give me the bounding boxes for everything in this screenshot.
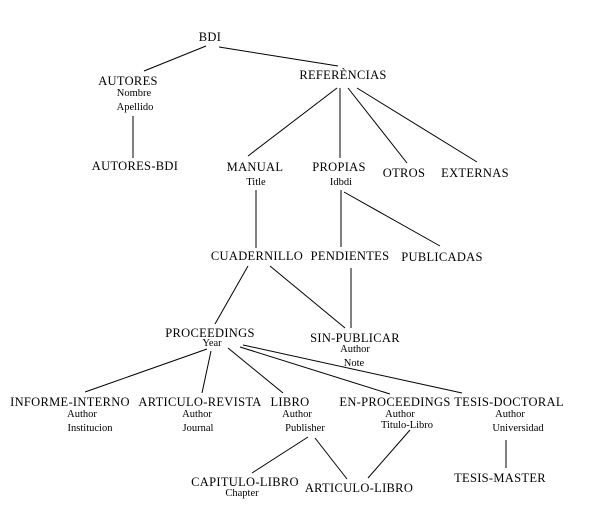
attr-autores-apellido: Apellido	[116, 102, 154, 113]
node-cuadernillo: CUADERNILLO	[210, 249, 304, 263]
attr-informeinterno-author: Author	[67, 409, 97, 420]
edge-propias-publicadas	[344, 192, 440, 246]
attr-enproceedings-author: Author	[385, 409, 415, 420]
attr-manual-title: Title	[246, 177, 266, 188]
node-articulo-revista: ARTICULO-REVISTA	[138, 395, 262, 409]
edge-proceedings-articulorevista	[202, 351, 211, 393]
node-propias: PROPIAS	[312, 160, 366, 174]
node-sin-publicar: SIN-PUBLICAR	[310, 331, 400, 345]
node-externas: EXTERNAS	[441, 166, 509, 180]
node-pendientes: PENDIENTES	[310, 249, 390, 263]
node-articulo-libro: ARTICULO-LIBRO	[304, 481, 414, 495]
attr-capitulolibro-chapter: Chapter	[225, 488, 259, 499]
edge-referencias-externas	[357, 88, 477, 162]
node-tesis-doctoral: TESIS-DOCTORAL	[454, 395, 564, 409]
edge-enproceedings-articulolibro	[368, 430, 410, 478]
edge-libro-articulolibro	[315, 438, 347, 479]
node-otros: OTROS	[382, 166, 426, 180]
edge-referencias-otros	[348, 88, 407, 163]
attr-sinpublicar-author: Author	[340, 344, 370, 355]
node-en-proceedings: EN-PROCEEDINGS	[339, 395, 451, 409]
edge-cuadernillo-proceedings	[215, 266, 248, 324]
attr-informeinterno-institucion: Institucion	[67, 423, 113, 434]
edge-proceedings-libro	[228, 348, 283, 393]
edge-bdi-referencias	[219, 47, 338, 66]
node-bdi: BDI	[198, 30, 222, 44]
attr-libro-publisher: Publisher	[285, 423, 325, 434]
node-informe-interno: INFORME-INTERNO	[10, 395, 130, 409]
node-referencias: REFERÈNCIAS	[299, 68, 387, 82]
node-autores-bdi: AUTORES-BDI	[91, 159, 179, 173]
edge-bdi-autores	[144, 46, 206, 71]
attr-articulorevista-journal: Journal	[182, 423, 214, 434]
attr-tesisdoctoral-universidad: Universidad	[492, 423, 544, 434]
node-capitulo-libro: CAPITULO-LIBRO	[191, 475, 299, 489]
edge-cuadernillo-sinpublicar	[270, 266, 345, 328]
attr-autores-nombre: Nombre	[116, 88, 152, 99]
node-autores: AUTORES	[98, 74, 158, 88]
attr-propias-idbdi: Idbdi	[329, 177, 353, 188]
edge-referencias-manual	[248, 88, 337, 156]
node-tesis-master: TESIS-MASTER	[454, 471, 546, 485]
attr-enproceedings-titulolibro: Titulo-Libro	[380, 420, 434, 431]
attr-tesisdoctoral-author: Author	[495, 409, 525, 420]
attr-sinpublicar-note: Note	[343, 358, 365, 369]
node-proceedings: PROCEEDINGS	[165, 326, 255, 340]
edge-libro-capitulolibro	[252, 437, 308, 473]
edge-proceedings-informeinterno	[85, 349, 207, 392]
attr-articulorevista-author: Author	[182, 409, 212, 420]
node-libro: LIBRO	[270, 395, 310, 409]
node-publicadas: PUBLICADAS	[401, 250, 483, 264]
attr-proceedings-year: Year	[202, 338, 222, 349]
attr-libro-author: Author	[282, 409, 312, 420]
node-manual: MANUAL	[226, 160, 284, 174]
